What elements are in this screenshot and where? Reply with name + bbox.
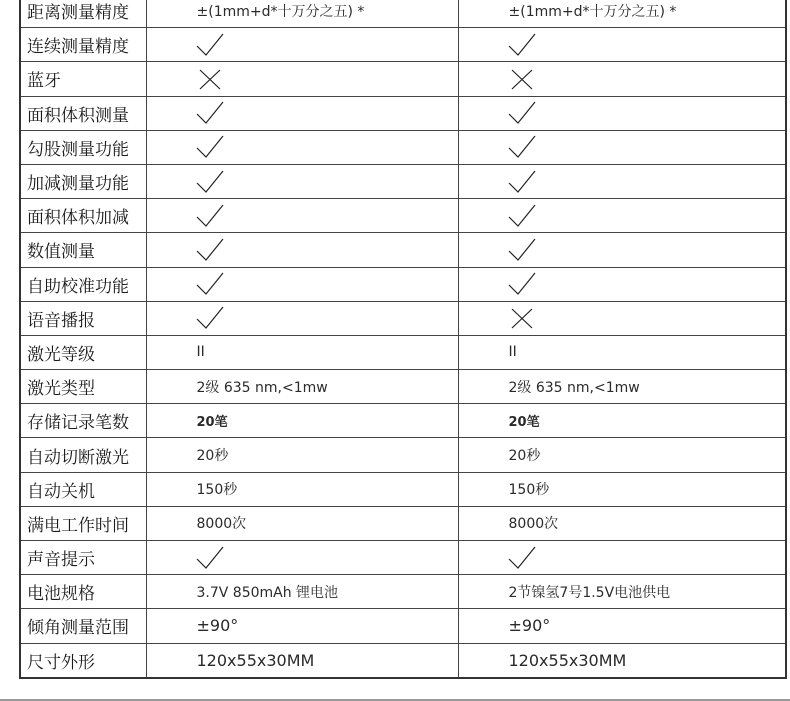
spec-label: 倾角测量范围 (20, 609, 146, 643)
spec-row (20, 62, 786, 96)
spec-row (20, 130, 786, 164)
spec-row (20, 643, 786, 678)
spec-mark-a (146, 233, 458, 267)
spec-label: 语音播报 (20, 301, 146, 335)
spec-label: 自助校准功能 (20, 267, 146, 301)
check-icon (507, 545, 537, 571)
spec-label: 面积体积加减 (20, 199, 146, 233)
spec-row (20, 301, 786, 335)
spec-row (20, 0, 786, 28)
spec-label: 数值测量 (20, 233, 146, 267)
cross-icon (195, 66, 225, 92)
spec-value-a: 120x55x30MM (146, 643, 458, 678)
spec-label: 连续测量精度 (20, 28, 146, 62)
check-icon (507, 169, 537, 195)
spec-row (20, 575, 786, 609)
check-icon (195, 203, 225, 229)
spec-row (20, 267, 786, 301)
spec-mark-a (146, 541, 458, 575)
spec-row (20, 609, 786, 643)
spec-label: 勾股测量功能 (20, 130, 146, 164)
cross-icon (507, 305, 537, 331)
spec-label: 满电工作时间 (20, 506, 146, 540)
spec-value-b: ±(1mm+d*十万分之五) * (458, 0, 786, 28)
spec-row (20, 335, 786, 369)
spec-table-body (20, 0, 786, 678)
check-icon (195, 271, 225, 297)
spec-value-a: 2级 635 nm,<1mw (146, 370, 458, 404)
spec-label: 自动切断激光 (20, 438, 146, 472)
spec-mark-a (146, 62, 458, 96)
spec-value-a: ±90° (146, 609, 458, 643)
spec-value-b: 2节镍氢7号1.5V电池供电 (458, 575, 786, 609)
spec-value-b: II (458, 335, 786, 369)
spec-mark-b (458, 62, 786, 96)
spec-mark-b (458, 130, 786, 164)
spec-mark-a (146, 28, 458, 62)
spec-value-a: II (146, 335, 458, 369)
spec-mark-b (458, 267, 786, 301)
spec-mark-a (146, 130, 458, 164)
spec-row (20, 28, 786, 62)
spec-mark-b (458, 541, 786, 575)
spec-mark-a (146, 301, 458, 335)
check-icon (195, 169, 225, 195)
spec-value-b: 8000次 (458, 506, 786, 540)
spec-mark-a (146, 267, 458, 301)
spec-value-b: 20笔 (458, 404, 786, 438)
spec-row (20, 164, 786, 198)
spec-value-b: ±90° (458, 609, 786, 643)
spec-row (20, 472, 786, 506)
spec-mark-b (458, 233, 786, 267)
spec-label: 激光类型 (20, 370, 146, 404)
spec-row (20, 96, 786, 130)
spec-value-a: 150秒 (146, 472, 458, 506)
check-icon (507, 271, 537, 297)
check-icon (507, 237, 537, 263)
spec-label: 距离测量精度 (20, 0, 146, 28)
spec-value-a: 3.7V 850mAh 锂电池 (146, 575, 458, 609)
spec-label: 尺寸外形 (20, 643, 146, 678)
spec-mark-b (458, 96, 786, 130)
spec-row (20, 404, 786, 438)
check-icon (195, 545, 225, 571)
spec-row (20, 438, 786, 472)
spec-label: 加减测量功能 (20, 164, 146, 198)
spec-value-b: 120x55x30MM (458, 643, 786, 678)
spec-label: 蓝牙 (20, 62, 146, 96)
check-icon (195, 100, 225, 126)
spec-mark-b (458, 301, 786, 335)
spec-label: 自动关机 (20, 472, 146, 506)
spec-value-a: 8000次 (146, 506, 458, 540)
spec-row (20, 541, 786, 575)
check-icon (195, 32, 225, 58)
check-icon (507, 203, 537, 229)
spec-mark-b (458, 28, 786, 62)
check-icon (195, 134, 225, 160)
spec-comparison-table (19, 0, 787, 679)
check-icon (507, 32, 537, 58)
spec-row (20, 506, 786, 540)
spec-mark-a (146, 164, 458, 198)
spec-label: 存储记录笔数 (20, 404, 146, 438)
check-icon (195, 237, 225, 263)
check-icon (507, 100, 537, 126)
spec-label: 电池规格 (20, 575, 146, 609)
spec-label: 面积体积测量 (20, 96, 146, 130)
spec-value-a: 20笔 (146, 404, 458, 438)
spec-label: 激光等级 (20, 335, 146, 369)
spec-value-a: ±(1mm+d*十万分之五) * (146, 0, 458, 28)
spec-mark-a (146, 96, 458, 130)
spec-row (20, 233, 786, 267)
check-icon (195, 305, 225, 331)
spec-label: 声音提示 (20, 541, 146, 575)
spec-value-a: 20秒 (146, 438, 458, 472)
spec-row (20, 199, 786, 233)
spec-value-b: 150秒 (458, 472, 786, 506)
spec-value-b: 20秒 (458, 438, 786, 472)
cross-icon (507, 66, 537, 92)
spec-value-b: 2级 635 nm,<1mw (458, 370, 786, 404)
spec-mark-a (146, 199, 458, 233)
check-icon (507, 134, 537, 160)
spec-row (20, 370, 786, 404)
spec-mark-b (458, 199, 786, 233)
spec-mark-b (458, 164, 786, 198)
